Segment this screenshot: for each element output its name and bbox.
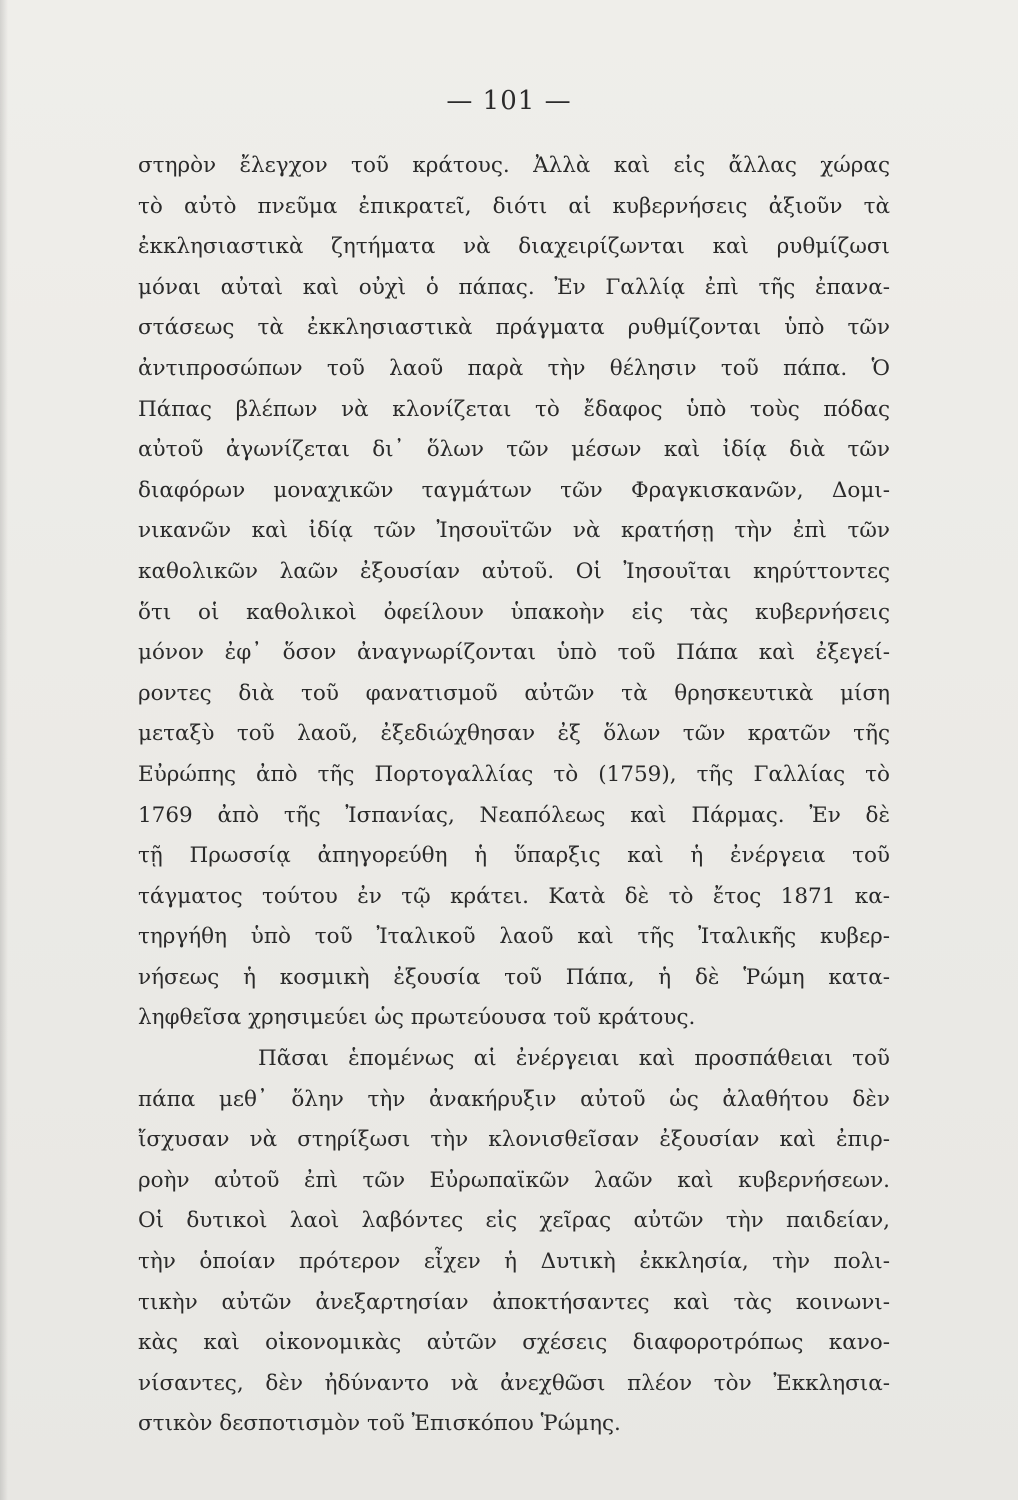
text-line: τῇ Πρωσσίᾳ ἀπηγορεύθη ἡ ὕπαρξις καὶ ἡ ἐνέργεια τοῦ (138, 843, 890, 869)
page-edge-shadow (0, 0, 8, 1500)
text-line: νίσαντες, δὲν ἠδύναντο νὰ ἀνεχθῶσι πλέον τὸν Ἐκκλησια- (138, 1370, 890, 1396)
text-line: τικὴν αὐτῶν ἀνεξαρτησίαν ἀποκτήσαντες καὶ τὰς κοινωνι- (138, 1289, 890, 1315)
text-line: κὰς καὶ οἰκονομικὰς αὐτῶν σχέσεις διαφοροτρόπως κανο- (138, 1330, 890, 1356)
body-text (138, 146, 890, 1445)
page-number: — 101 — (446, 86, 572, 116)
text-line: ληφθεῖσα χρησιμεύει ὡς πρωτεύουσα τοῦ κράτους. (138, 1005, 696, 1031)
text-line: πάπα μεθ᾽ ὅλην τὴν ἀνακήρυξιν αὐτοῦ ὡς ἀλαθήτου δὲν (138, 1086, 890, 1112)
text-line: ροὴν αὐτοῦ ἐπὶ τῶν Εὐρωπαϊκῶν λαῶν καὶ κυβερνήσεων. (138, 1167, 890, 1193)
text-line: ἴσχυσαν νὰ στηρίξωσι τὴν κλονισθεῖσαν ἐξουσίαν καὶ ἐπιρ- (138, 1127, 890, 1153)
text-line: στηρὸν ἔλεγχον τοῦ κράτους. Ἀλλὰ καὶ εἰς ἄλλας χώρας (138, 153, 890, 178)
text-line: αὐτοῦ ἀγωνίζεται δι᾽ ὅλων τῶν μέσων καὶ ἰδίᾳ διὰ τῶν (138, 437, 890, 463)
text-line: Πᾶσαι ἑπομένως αἱ ἐνέργειαι καὶ προσπάθειαι τοῦ (258, 1046, 890, 1072)
text-line: στάσεως τὰ ἐκκλησιαστικὰ πράγματα ρυθμίζονται ὑπὸ τῶν (138, 315, 890, 341)
text-line: ἐκκλησιαστικὰ ζητήματα νὰ διαχειρίζωνται καὶ ρυθμίζωσι (138, 234, 890, 260)
text-line: στικὸν δεσποτισμὸν τοῦ Ἐπισκόπου Ῥώμης. (138, 1411, 621, 1437)
text-line: νικανῶν καὶ ἰδίᾳ τῶν Ἰησουϊτῶν νὰ κρατήσῃ τὴν ἐπὶ τῶν (138, 518, 890, 544)
text-line: διαφόρων μοναχικῶν ταγμάτων τῶν Φραγκισκανῶν, Δομι- (138, 477, 890, 503)
text-line: μεταξὺ τοῦ λαοῦ, ἐξεδιώχθησαν ἐξ ὅλων τῶν κρατῶν τῆς (138, 721, 890, 747)
text-line: ροντες διὰ τοῦ φανατισμοῦ αὐτῶν τὰ θρησκευτικὰ μίση (138, 680, 890, 706)
text-line: τὸ αὐτὸ πνεῦμα ἐπικρατεῖ, διότι αἱ κυβερνήσεις ἀξιοῦν τὰ (138, 193, 890, 219)
text-line: τηργήθη ὑπὸ τοῦ Ἰταλικοῦ λαοῦ καὶ τῆς Ἰταλικῆς κυβερ- (138, 924, 890, 950)
text-line: Εὐρώπης ἀπὸ τῆς Πορτογαλλίας τὸ (1759), τῆς Γαλλίας τὸ (138, 761, 890, 787)
text-line: τὴν ὁποίαν πρότερον εἶχεν ἡ Δυτικὴ ἐκκλησία, τὴν πολι- (138, 1249, 890, 1275)
text-line: Πάπας βλέπων νὰ κλονίζεται τὸ ἔδαφος ὑπὸ τοὺς πόδας (138, 396, 890, 422)
text-line: ἀντιπροσώπων τοῦ λαοῦ παρὰ τὴν θέλησιν τοῦ πάπα. Ὁ (138, 355, 890, 381)
text-line: νήσεως ἡ κοσμικὴ ἐξουσία τοῦ Πάπα, ἡ δὲ Ῥώμη κατα- (138, 964, 890, 990)
text-line: τάγματος τούτου ἐν τῷ κράτει. Κατὰ δὲ τὸ ἔτος 1871 κα- (138, 883, 890, 909)
text-line: ὅτι οἱ καθολικοὶ ὀφείλουν ὑπακοὴν εἰς τὰς κυβερνήσεις (138, 599, 890, 625)
text-line: μόνον ἐφ᾽ ὅσον ἀναγνωρίζονται ὑπὸ τοῦ Πάπα καὶ ἐξεγεί- (138, 640, 890, 666)
text-line: μόναι αὐταὶ καὶ οὐχὶ ὁ πάπας. Ἐν Γαλλίᾳ ἐπὶ τῆς ἐπανα- (138, 274, 890, 300)
text-line: 1769 ἀπὸ τῆς Ἰσπανίας, Νεαπόλεως καὶ Πάρμας. Ἐν δὲ (138, 802, 890, 828)
text-line: Οἱ δυτικοὶ λαοὶ λαβόντες εἰς χεῖρας αὐτῶν τὴν παιδείαν, (138, 1208, 890, 1234)
text-line: καθολικῶν λαῶν ἐξουσίαν αὐτοῦ. Οἱ Ἰησουῖται κηρύττοντες (138, 558, 890, 584)
